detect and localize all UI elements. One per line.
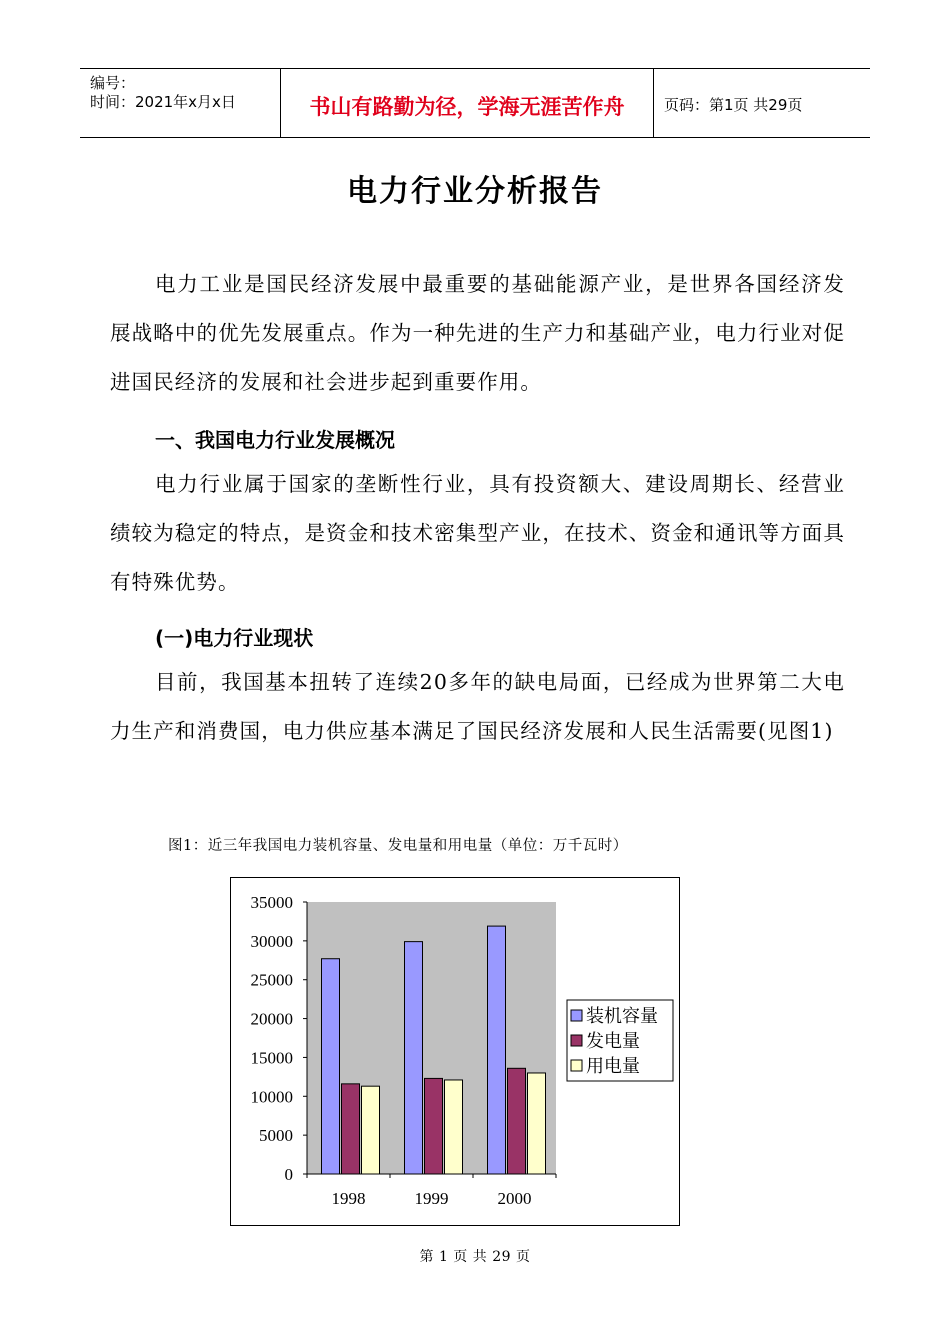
section-1-heading: 一、我国电力行业发展概况 — [155, 428, 395, 452]
bar-2000-2 — [528, 1073, 546, 1174]
section-1-paragraph: 电力行业属于国家的垄断性行业，具有投资额大、建设周期长、经营业绩较为稳定的特点，是资金和技术密集型产业，在技术、资金和通讯等方面具有特殊优势。 — [110, 472, 845, 594]
legend-label: 用电量 — [586, 1056, 640, 1077]
y-tick-label: 5000 — [259, 1126, 293, 1146]
subsection-1-heading: (一)电力行业现状 — [155, 626, 314, 650]
bar-1999-1 — [425, 1078, 443, 1174]
document-title: 电力行业分析报告 — [347, 174, 603, 209]
intro-paragraph: 电力工业是国民经济发展中最重要的基础能源产业，是世界各国经济发展战略中的优先发展重点。作为一种先进的生产力和基础产业，电力行业对促进国民经济的发展和社会进步起到重要作用。 — [110, 272, 845, 394]
x-tick-label: 2000 — [497, 1189, 532, 1208]
bar-1998-2 — [362, 1086, 380, 1174]
bar-2000-0 — [488, 926, 506, 1174]
page-code: 页码：第1页 共29页 — [664, 96, 803, 114]
y-tick-label: 20000 — [250, 1009, 293, 1029]
header-right-cell — [654, 69, 870, 137]
y-tick-label: 25000 — [250, 970, 293, 990]
page-footer: 第 1 页 共 29 页 — [419, 1249, 531, 1265]
document-number-label: 编号： — [90, 74, 136, 92]
chart-frame — [230, 877, 680, 1226]
y-tick-label: 0 — [284, 1165, 293, 1184]
header-middle-cell — [281, 69, 654, 137]
legend-swatch — [571, 1060, 582, 1071]
y-tick-label: 10000 — [250, 1087, 293, 1107]
y-tick-label: 35000 — [250, 893, 293, 912]
header-table — [80, 68, 870, 138]
legend-swatch — [571, 1010, 582, 1021]
figure-caption: 图1：近三年我国电力装机容量、发电量和用电量（单位：万千瓦时） — [168, 838, 628, 854]
bar-1999-0 — [405, 942, 423, 1174]
date-line: 时间：2021年x月x日 — [90, 93, 236, 111]
bar-1999-2 — [445, 1080, 463, 1174]
bar-1998-0 — [322, 959, 340, 1174]
header-motto: 书山有路勤为径，学海无涯苦作舟 — [309, 95, 625, 119]
header-left-cell — [80, 69, 281, 137]
y-tick-label: 15000 — [250, 1048, 293, 1068]
legend-swatch — [571, 1035, 582, 1046]
bar-1998-1 — [342, 1084, 360, 1174]
bar-chart — [231, 878, 679, 1225]
x-tick-label: 1998 — [331, 1189, 366, 1208]
subsection-1-paragraph: 目前，我国基本扭转了连续20多年的缺电局面，已经成为世界第二大电力生产和消费国，电力供应基本满足了国民经济发展和人民生活需要(见图1) — [110, 670, 845, 743]
legend-label: 发电量 — [586, 1031, 640, 1052]
x-tick-label: 1999 — [414, 1189, 449, 1208]
legend-label: 装机容量 — [586, 1006, 658, 1027]
bar-2000-1 — [508, 1068, 526, 1174]
y-tick-label: 30000 — [250, 931, 293, 951]
